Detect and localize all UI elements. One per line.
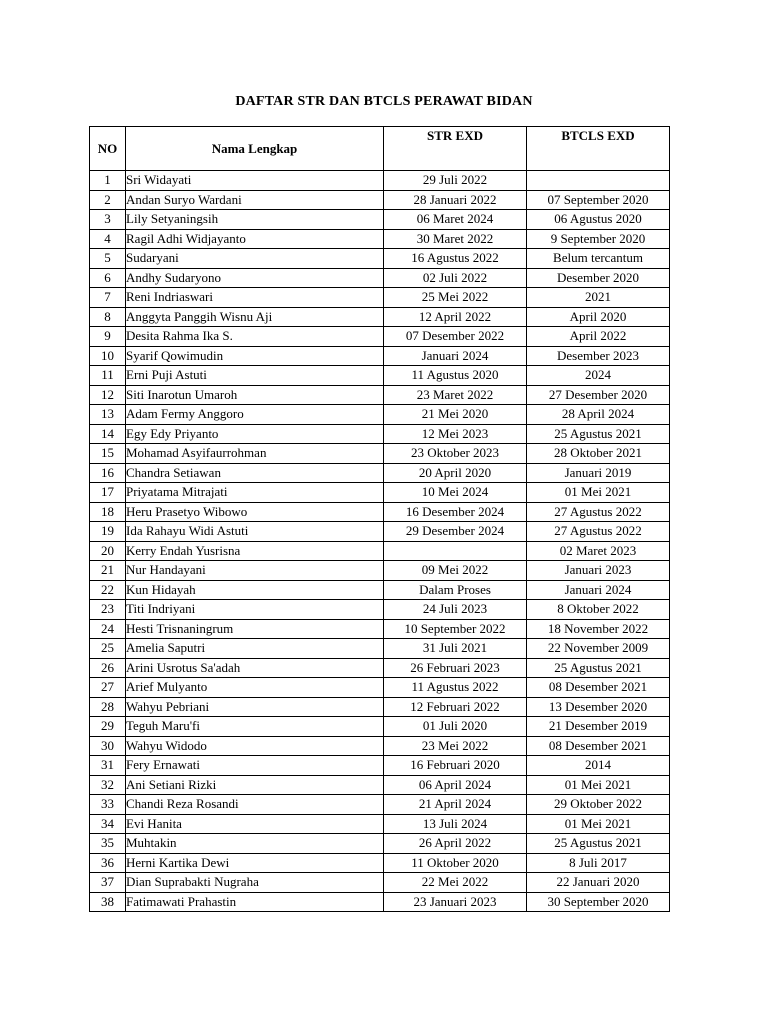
row-number-cell: 15 xyxy=(90,444,126,464)
str-exd-cell: 28 Januari 2022 xyxy=(384,190,527,210)
str-exd-cell: 10 Mei 2024 xyxy=(384,483,527,503)
btcls-exd-cell: 8 Oktober 2022 xyxy=(527,600,670,620)
btcls-exd-cell: 01 Mei 2021 xyxy=(527,775,670,795)
btcls-exd-cell: 27 Desember 2020 xyxy=(527,385,670,405)
str-exd-cell: 31 Juli 2021 xyxy=(384,639,527,659)
row-number-cell: 18 xyxy=(90,502,126,522)
row-number-cell: 9 xyxy=(90,327,126,347)
str-exd-cell: 01 Juli 2020 xyxy=(384,717,527,737)
str-exd-cell: 11 Oktober 2020 xyxy=(384,853,527,873)
nurse-name-cell: Lily Setyaningsih xyxy=(126,210,384,230)
str-exd-cell: 11 Agustus 2022 xyxy=(384,678,527,698)
str-exd-cell: 30 Maret 2022 xyxy=(384,229,527,249)
table-row xyxy=(90,463,670,483)
table-row xyxy=(90,658,670,678)
row-number-cell: 37 xyxy=(90,873,126,893)
nurse-name-cell: Kun Hidayah xyxy=(126,580,384,600)
btcls-exd-cell: Januari 2023 xyxy=(527,561,670,581)
btcls-exd-cell: 13 Desember 2020 xyxy=(527,697,670,717)
btcls-exd-cell: Januari 2019 xyxy=(527,463,670,483)
header-btcls-exd: BTCLS EXD xyxy=(527,127,670,171)
str-exd-cell: 26 April 2022 xyxy=(384,834,527,854)
str-exd-cell: Januari 2024 xyxy=(384,346,527,366)
str-exd-cell: 23 Maret 2022 xyxy=(384,385,527,405)
btcls-exd-cell: Desember 2023 xyxy=(527,346,670,366)
nurse-name-cell: Amelia Saputri xyxy=(126,639,384,659)
str-exd-cell: 09 Mei 2022 xyxy=(384,561,527,581)
btcls-exd-cell: 25 Agustus 2021 xyxy=(527,424,670,444)
btcls-exd-cell: 07 September 2020 xyxy=(527,190,670,210)
table-row xyxy=(90,327,670,347)
btcls-exd-cell xyxy=(527,171,670,191)
nurse-name-cell: Herni Kartika Dewi xyxy=(126,853,384,873)
btcls-exd-cell: Desember 2020 xyxy=(527,268,670,288)
nurse-name-cell: Syarif Qowimudin xyxy=(126,346,384,366)
nurse-name-cell: Andan Suryo Wardani xyxy=(126,190,384,210)
btcls-exd-cell: 06 Agustus 2020 xyxy=(527,210,670,230)
btcls-exd-cell: Januari 2024 xyxy=(527,580,670,600)
nurse-name-cell: Titi Indriyani xyxy=(126,600,384,620)
nurse-name-cell: Desita Rahma Ika S. xyxy=(126,327,384,347)
table-row xyxy=(90,756,670,776)
table-row xyxy=(90,444,670,464)
nurse-name-cell: Egy Edy Priyanto xyxy=(126,424,384,444)
row-number-cell: 35 xyxy=(90,834,126,854)
table-row xyxy=(90,385,670,405)
table-row xyxy=(90,834,670,854)
btcls-exd-cell: 01 Mei 2021 xyxy=(527,814,670,834)
btcls-exd-cell: 30 September 2020 xyxy=(527,892,670,912)
table-row xyxy=(90,268,670,288)
nurse-name-cell: Adam Fermy Anggoro xyxy=(126,405,384,425)
table-row xyxy=(90,697,670,717)
table-header xyxy=(90,127,670,171)
btcls-exd-cell: 02 Maret 2023 xyxy=(527,541,670,561)
table-row xyxy=(90,795,670,815)
btcls-exd-cell: 9 September 2020 xyxy=(527,229,670,249)
row-number-cell: 6 xyxy=(90,268,126,288)
table-row xyxy=(90,678,670,698)
str-exd-cell: Dalam Proses xyxy=(384,580,527,600)
table-row xyxy=(90,873,670,893)
str-exd-cell: 16 Desember 2024 xyxy=(384,502,527,522)
row-number-cell: 38 xyxy=(90,892,126,912)
row-number-cell: 11 xyxy=(90,366,126,386)
row-number-cell: 28 xyxy=(90,697,126,717)
nurse-name-cell: Teguh Maru'fi xyxy=(126,717,384,737)
table-row xyxy=(90,717,670,737)
table-row xyxy=(90,639,670,659)
nurse-name-cell: Heru Prasetyo Wibowo xyxy=(126,502,384,522)
table-row xyxy=(90,600,670,620)
str-exd-cell: 12 Februari 2022 xyxy=(384,697,527,717)
table-row xyxy=(90,736,670,756)
btcls-exd-cell: 2014 xyxy=(527,756,670,776)
row-number-cell: 25 xyxy=(90,639,126,659)
str-exd-cell: 10 September 2022 xyxy=(384,619,527,639)
str-exd-cell: 24 Juli 2023 xyxy=(384,600,527,620)
row-number-cell: 19 xyxy=(90,522,126,542)
table-row xyxy=(90,210,670,230)
table-row xyxy=(90,190,670,210)
str-exd-cell xyxy=(384,541,527,561)
nurse-name-cell: Priyatama Mitrajati xyxy=(126,483,384,503)
btcls-exd-cell: 18 November 2022 xyxy=(527,619,670,639)
row-number-cell: 31 xyxy=(90,756,126,776)
row-number-cell: 22 xyxy=(90,580,126,600)
nurse-name-cell: Hesti Trisnaningrum xyxy=(126,619,384,639)
row-number-cell: 1 xyxy=(90,171,126,191)
btcls-exd-cell: 25 Agustus 2021 xyxy=(527,658,670,678)
nurse-name-cell: Andhy Sudaryono xyxy=(126,268,384,288)
nurse-name-cell: Erni Puji Astuti xyxy=(126,366,384,386)
nurse-name-cell: Chandra Setiawan xyxy=(126,463,384,483)
btcls-exd-cell: 29 Oktober 2022 xyxy=(527,795,670,815)
table-row xyxy=(90,171,670,191)
nurse-name-cell: Muhtakin xyxy=(126,834,384,854)
row-number-cell: 17 xyxy=(90,483,126,503)
nurse-name-cell: Wahyu Pebriani xyxy=(126,697,384,717)
btcls-exd-cell: 27 Agustus 2022 xyxy=(527,522,670,542)
str-exd-cell: 16 Agustus 2022 xyxy=(384,249,527,269)
row-number-cell: 24 xyxy=(90,619,126,639)
row-number-cell: 30 xyxy=(90,736,126,756)
nurse-name-cell: Ragil Adhi Widjayanto xyxy=(126,229,384,249)
table-row xyxy=(90,366,670,386)
table-row xyxy=(90,229,670,249)
row-number-cell: 32 xyxy=(90,775,126,795)
header-name: Nama Lengkap xyxy=(126,127,384,171)
nurse-name-cell: Ani Setiani Rizki xyxy=(126,775,384,795)
roster-table xyxy=(89,126,670,912)
row-number-cell: 4 xyxy=(90,229,126,249)
str-exd-cell: 23 Januari 2023 xyxy=(384,892,527,912)
nurse-name-cell: Arini Usrotus Sa'adah xyxy=(126,658,384,678)
str-exd-cell: 07 Desember 2022 xyxy=(384,327,527,347)
nurse-name-cell: Sri Widayati xyxy=(126,171,384,191)
nurse-name-cell: Fery Ernawati xyxy=(126,756,384,776)
btcls-exd-cell: 2024 xyxy=(527,366,670,386)
row-number-cell: 8 xyxy=(90,307,126,327)
str-exd-cell: 22 Mei 2022 xyxy=(384,873,527,893)
nurse-name-cell: Ida Rahayu Widi Astuti xyxy=(126,522,384,542)
table-row xyxy=(90,775,670,795)
table-row xyxy=(90,541,670,561)
row-number-cell: 27 xyxy=(90,678,126,698)
table-row xyxy=(90,853,670,873)
str-exd-cell: 12 Mei 2023 xyxy=(384,424,527,444)
str-exd-cell: 25 Mei 2022 xyxy=(384,288,527,308)
nurse-name-cell: Mohamad Asyifaurrohman xyxy=(126,444,384,464)
table-row xyxy=(90,561,670,581)
table-row xyxy=(90,892,670,912)
table-row xyxy=(90,580,670,600)
table-row xyxy=(90,288,670,308)
row-number-cell: 2 xyxy=(90,190,126,210)
str-exd-cell: 11 Agustus 2020 xyxy=(384,366,527,386)
row-number-cell: 3 xyxy=(90,210,126,230)
nurse-name-cell: Siti Inarotun Umaroh xyxy=(126,385,384,405)
row-number-cell: 12 xyxy=(90,385,126,405)
nurse-name-cell: Fatimawati Prahastin xyxy=(126,892,384,912)
btcls-exd-cell: 01 Mei 2021 xyxy=(527,483,670,503)
row-number-cell: 10 xyxy=(90,346,126,366)
str-exd-cell: 20 April 2020 xyxy=(384,463,527,483)
header-row xyxy=(90,127,670,171)
table-row xyxy=(90,307,670,327)
row-number-cell: 26 xyxy=(90,658,126,678)
row-number-cell: 16 xyxy=(90,463,126,483)
row-number-cell: 7 xyxy=(90,288,126,308)
table-row xyxy=(90,405,670,425)
btcls-exd-cell: 2021 xyxy=(527,288,670,308)
table-row xyxy=(90,502,670,522)
table-row xyxy=(90,424,670,444)
table-row xyxy=(90,346,670,366)
str-exd-cell: 13 Juli 2024 xyxy=(384,814,527,834)
header-no: NO xyxy=(90,127,126,171)
row-number-cell: 23 xyxy=(90,600,126,620)
nurse-name-cell: Anggyta Panggih Wisnu Aji xyxy=(126,307,384,327)
nurse-name-cell: Evi Hanita xyxy=(126,814,384,834)
btcls-exd-cell: 8 Juli 2017 xyxy=(527,853,670,873)
btcls-exd-cell: 27 Agustus 2022 xyxy=(527,502,670,522)
str-exd-cell: 26 Februari 2023 xyxy=(384,658,527,678)
btcls-exd-cell: 21 Desember 2019 xyxy=(527,717,670,737)
table-row xyxy=(90,249,670,269)
btcls-exd-cell: Belum tercantum xyxy=(527,249,670,269)
str-exd-cell: 16 Februari 2020 xyxy=(384,756,527,776)
row-number-cell: 21 xyxy=(90,561,126,581)
nurse-name-cell: Chandi Reza Rosandi xyxy=(126,795,384,815)
str-exd-cell: 06 April 2024 xyxy=(384,775,527,795)
row-number-cell: 5 xyxy=(90,249,126,269)
btcls-exd-cell: 22 Januari 2020 xyxy=(527,873,670,893)
btcls-exd-cell: 28 Oktober 2021 xyxy=(527,444,670,464)
nurse-name-cell: Dian Suprabakti Nugraha xyxy=(126,873,384,893)
btcls-exd-cell: 25 Agustus 2021 xyxy=(527,834,670,854)
nurse-name-cell: Nur Handayani xyxy=(126,561,384,581)
btcls-exd-cell: April 2022 xyxy=(527,327,670,347)
str-exd-cell: 21 April 2024 xyxy=(384,795,527,815)
str-exd-cell: 21 Mei 2020 xyxy=(384,405,527,425)
btcls-exd-cell: 22 November 2009 xyxy=(527,639,670,659)
row-number-cell: 20 xyxy=(90,541,126,561)
nurse-name-cell: Arief Mulyanto xyxy=(126,678,384,698)
table-row xyxy=(90,619,670,639)
str-exd-cell: 23 Mei 2022 xyxy=(384,736,527,756)
table-row xyxy=(90,483,670,503)
nurse-name-cell: Reni Indriaswari xyxy=(126,288,384,308)
nurse-name-cell: Wahyu Widodo xyxy=(126,736,384,756)
str-exd-cell: 23 Oktober 2023 xyxy=(384,444,527,464)
str-exd-cell: 12 April 2022 xyxy=(384,307,527,327)
table-body xyxy=(90,171,670,912)
str-exd-cell: 02 Juli 2022 xyxy=(384,268,527,288)
row-number-cell: 34 xyxy=(90,814,126,834)
str-exd-cell: 06 Maret 2024 xyxy=(384,210,527,230)
row-number-cell: 13 xyxy=(90,405,126,425)
row-number-cell: 14 xyxy=(90,424,126,444)
btcls-exd-cell: 08 Desember 2021 xyxy=(527,736,670,756)
table-row xyxy=(90,814,670,834)
nurse-name-cell: Sudaryani xyxy=(126,249,384,269)
header-str-exd: STR EXD xyxy=(384,127,527,171)
btcls-exd-cell: 08 Desember 2021 xyxy=(527,678,670,698)
row-number-cell: 33 xyxy=(90,795,126,815)
document-title: DAFTAR STR DAN BTCLS PERAWAT BIDAN xyxy=(235,94,533,109)
nurse-name-cell: Kerry Endah Yusrisna xyxy=(126,541,384,561)
row-number-cell: 36 xyxy=(90,853,126,873)
table-row xyxy=(90,522,670,542)
str-exd-cell: 29 Desember 2024 xyxy=(384,522,527,542)
str-exd-cell: 29 Juli 2022 xyxy=(384,171,527,191)
row-number-cell: 29 xyxy=(90,717,126,737)
btcls-exd-cell: 28 April 2024 xyxy=(527,405,670,425)
btcls-exd-cell: April 2020 xyxy=(527,307,670,327)
